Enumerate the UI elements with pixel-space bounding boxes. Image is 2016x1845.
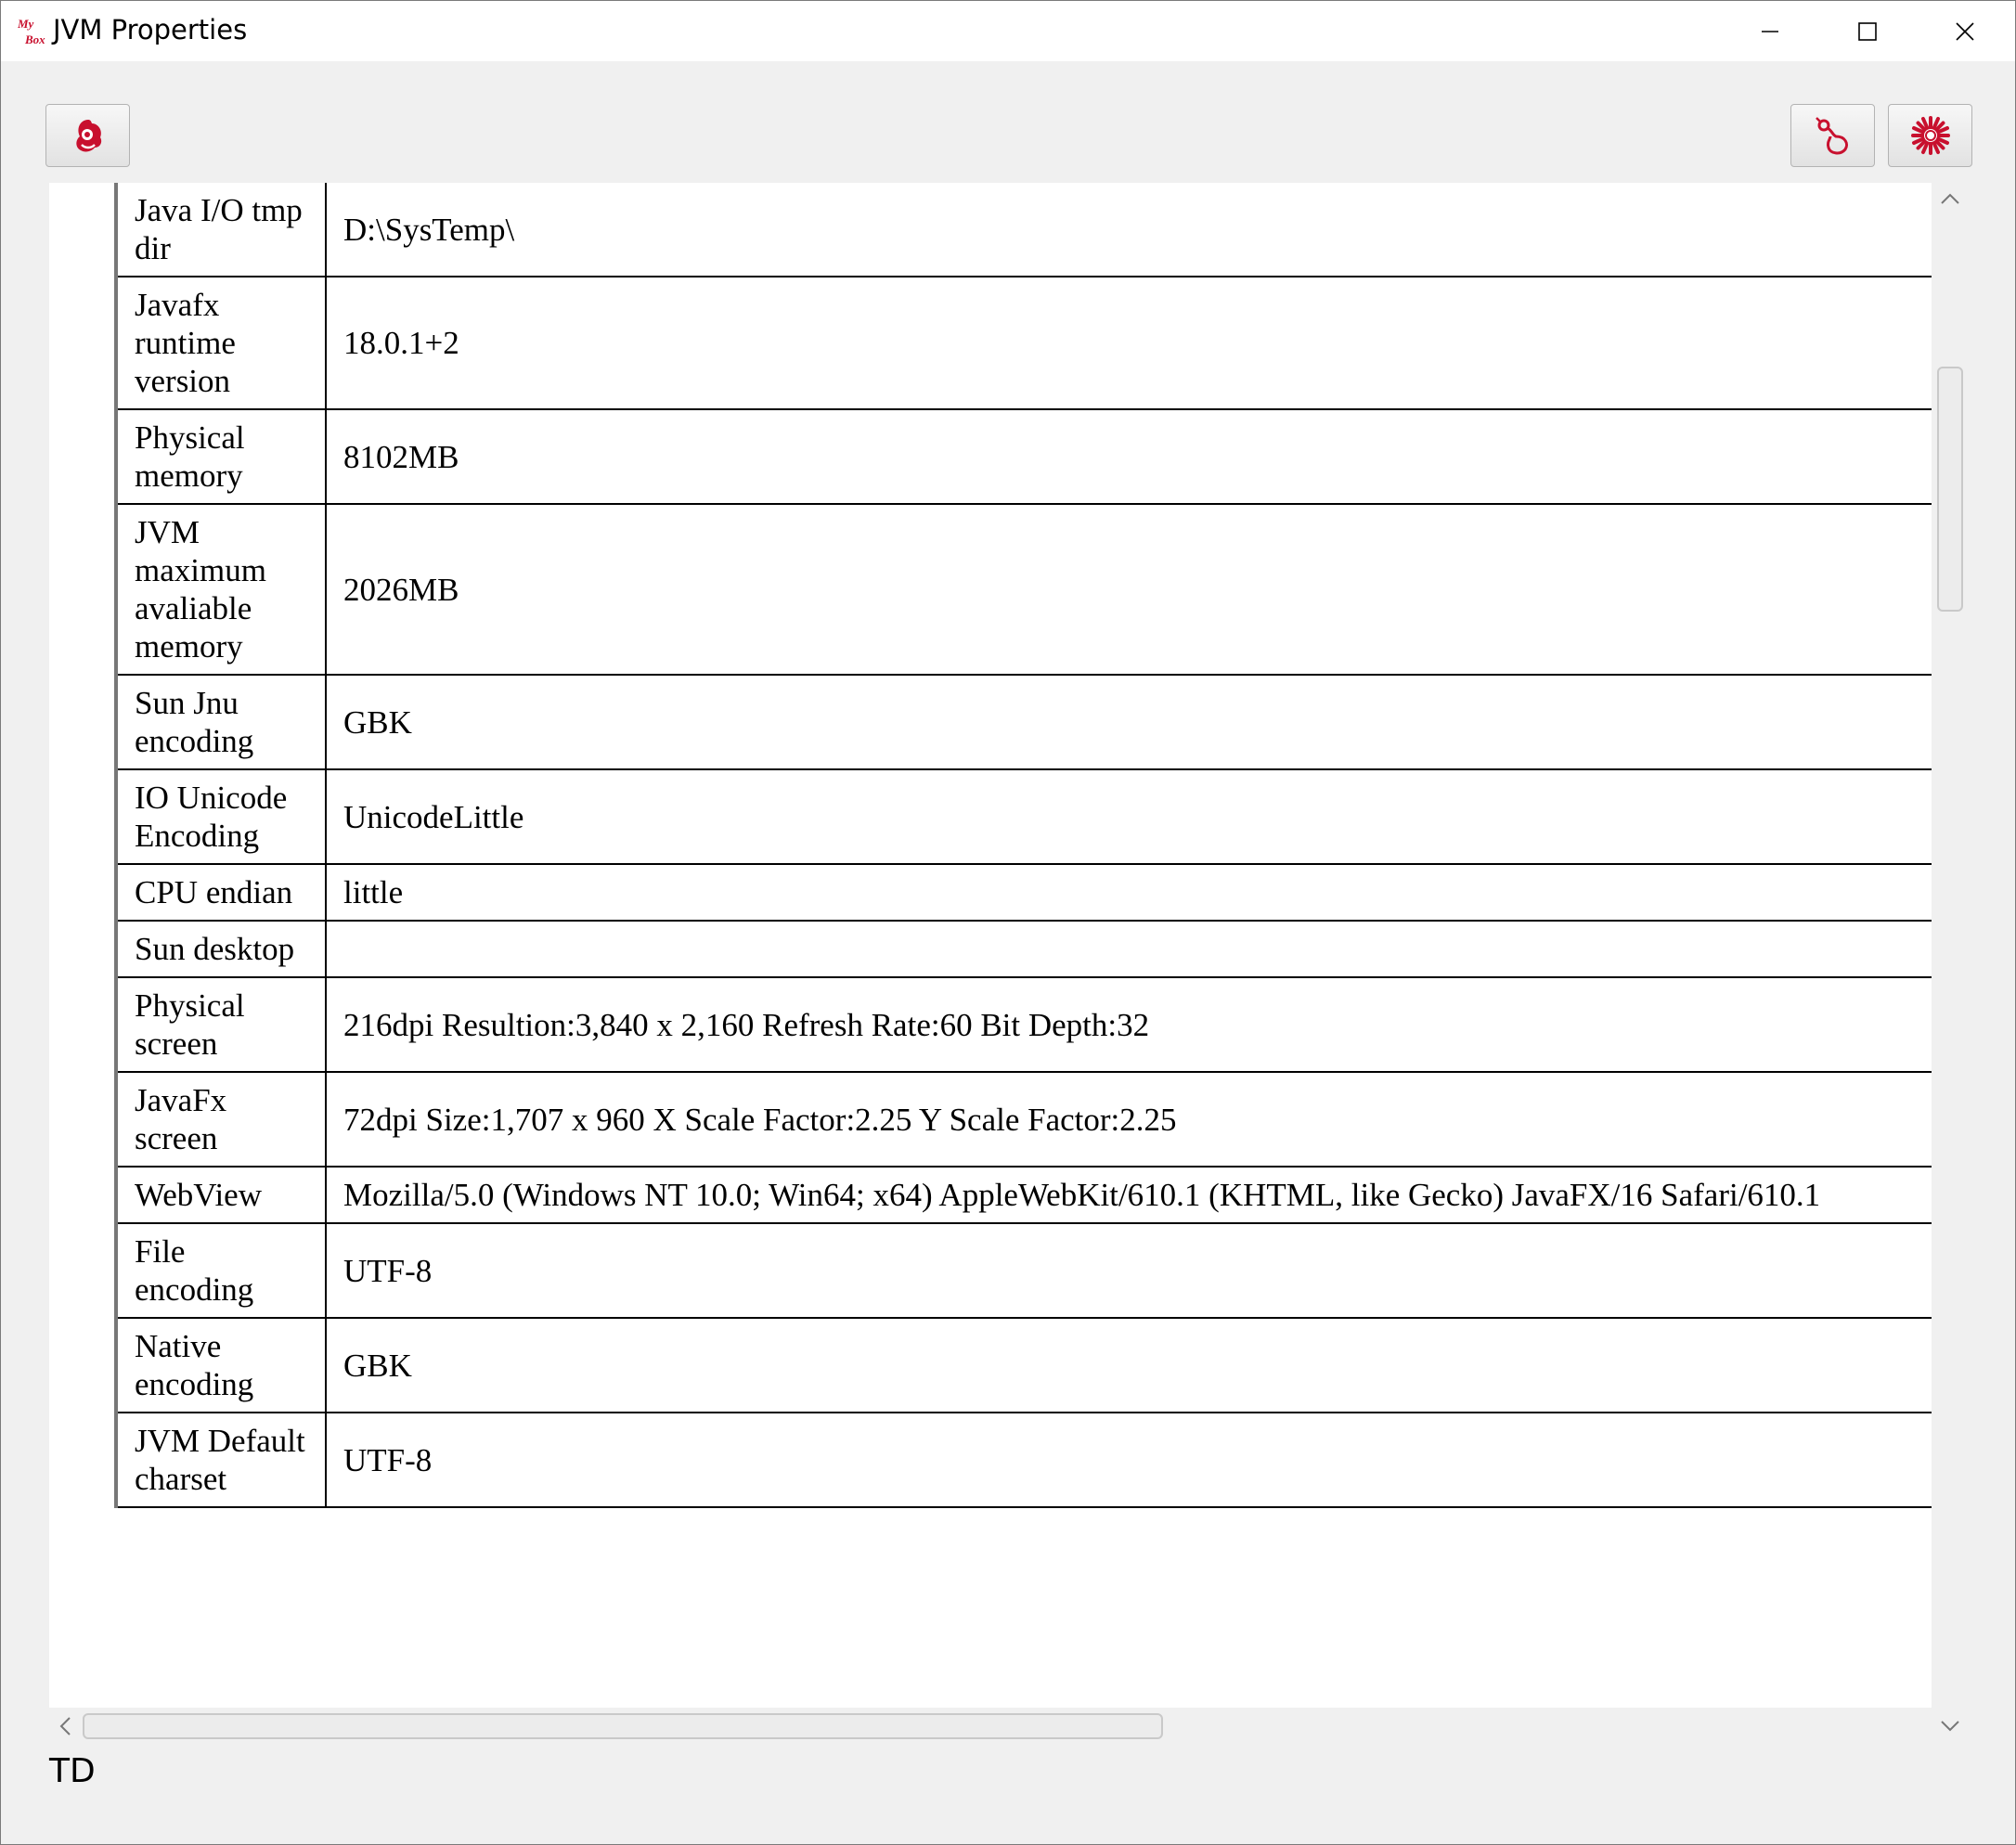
close-button[interactable] [1917,1,2013,61]
property-row [116,1167,1932,1223]
property-row [116,1223,1932,1318]
property-key: Physical memory [116,409,326,504]
property-row [116,1318,1932,1413]
property-value: 18.0.1+2 [326,277,1932,409]
property-key: Java I/O tmp dir [116,183,326,277]
scroll-down-button[interactable] [1932,1708,1969,1745]
property-key: IO Unicode Encoding [116,769,326,864]
property-value: 2026MB [326,504,1932,675]
properties-webview[interactable] [49,183,1932,1708]
property-key: Sun Jnu encoding [116,675,326,769]
property-value: D:\SysTemp\ [326,183,1932,277]
flower-icon [1909,114,1952,157]
property-value [326,921,1932,977]
property-row [116,921,1932,977]
property-row [116,675,1932,769]
svg-text:Box: Box [25,32,45,46]
status-label: TD [49,1752,96,1790]
property-row [116,1413,1932,1507]
property-key: WebView [116,1167,326,1223]
property-value: GBK [326,1318,1932,1413]
property-key: File encoding [116,1223,326,1318]
property-value: GBK [326,675,1932,769]
chevron-left-icon [58,1716,71,1736]
horizontal-scrollbar[interactable] [49,1708,1932,1745]
property-row [116,864,1932,921]
property-value: 8102MB [326,409,1932,504]
horizontal-scroll-thumb[interactable] [83,1713,1163,1739]
property-key: Native encoding [116,1318,326,1413]
scroll-up-button[interactable] [1932,183,1969,214]
gourd-button[interactable] [1790,104,1875,167]
property-value: Mozilla/5.0 (Windows NT 10.0; Win64; x64) AppleWebKit/610.1 (KHTML, like Gecko) JavaFX/16 Safari/610.1 [326,1167,1932,1223]
property-value: UnicodeLittle [326,769,1932,864]
close-icon [1955,21,1975,42]
title-bar[interactable] [1,1,2015,61]
property-row [116,409,1932,504]
chevron-down-icon [1940,1720,1960,1733]
property-row [116,183,1932,277]
mybox-button[interactable] [45,104,130,167]
property-key: Sun desktop [116,921,326,977]
property-row [116,1072,1932,1167]
vertical-scrollbar[interactable] [1932,183,1969,1745]
property-row [116,769,1932,864]
minimize-icon [1760,21,1780,42]
minimize-button[interactable] [1722,1,1818,61]
property-key: CPU endian [116,864,326,921]
property-key: JVM maximum avaliable memory [116,504,326,675]
mybox-icon [67,114,110,157]
property-row [116,504,1932,675]
property-value: 216dpi Resultion:3,840 x 2,160 Refresh Rate:60 Bit Depth:32 [326,977,1932,1072]
properties-table [114,183,1932,1508]
mybox-logo-icon [18,16,49,47]
property-value: UTF-8 [326,1413,1932,1507]
property-row [116,977,1932,1072]
flower-button[interactable] [1888,104,1972,167]
maximize-icon [1857,21,1878,42]
property-key: JVM Default charset [116,1413,326,1507]
svg-text:My: My [18,17,34,31]
property-value: UTF-8 [326,1223,1932,1318]
property-value: 72dpi Size:1,707 x 960 X Scale Factor:2.25 Y Scale Factor:2.25 [326,1072,1932,1167]
chevron-up-icon [1940,192,1960,205]
window-title: JVM Properties [53,14,248,45]
gourd-icon [1812,114,1854,157]
property-key: Javafx runtime version [116,277,326,409]
scroll-left-button[interactable] [49,1708,81,1745]
property-row [116,277,1932,409]
property-value: little [326,864,1932,921]
maximize-button[interactable] [1819,1,1916,61]
property-key: Physical screen [116,977,326,1072]
property-key: JavaFx screen [116,1072,326,1167]
vertical-scroll-thumb[interactable] [1937,367,1963,612]
